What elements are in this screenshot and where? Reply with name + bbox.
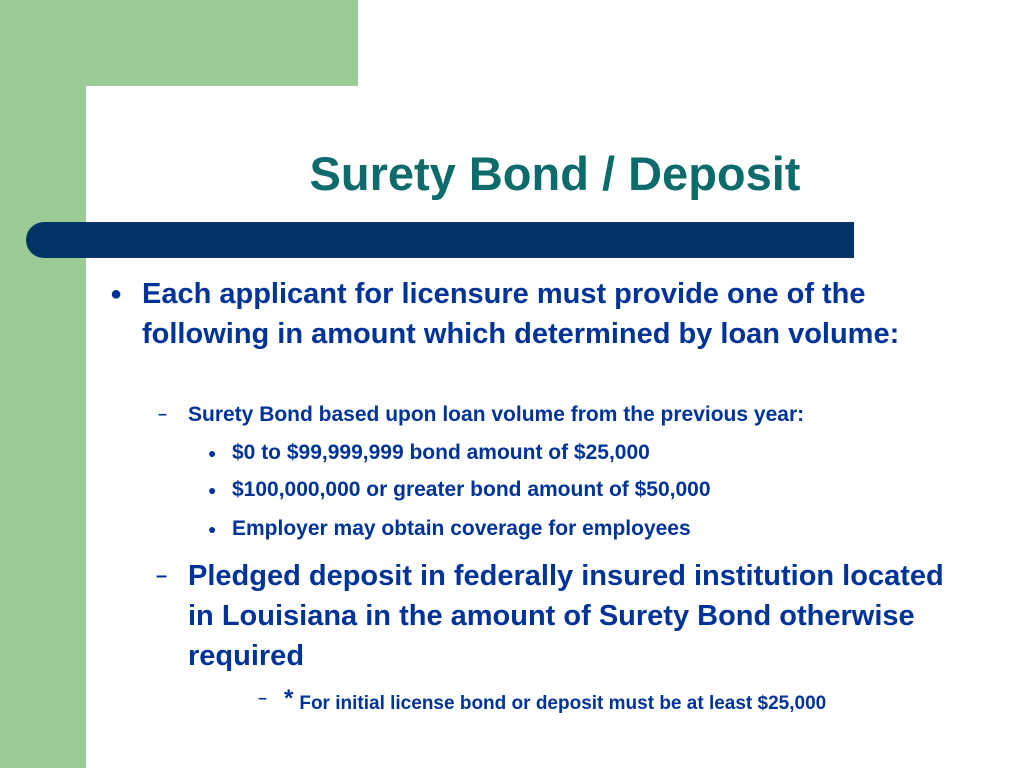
bullet-icon: ● — [208, 521, 217, 537]
dash-icon: – — [156, 565, 168, 587]
initial-license-note-text: For initial license bond or deposit must be at least $25,000 — [299, 693, 827, 714]
bullet-icon: ● — [110, 283, 123, 305]
bullet-icon: ● — [208, 482, 217, 498]
surety-point-2: $100,000,000 or greater bond amount of $50,000 — [232, 478, 711, 501]
dash-icon: – — [258, 690, 267, 707]
pledged-deposit-subpoint: Pledged deposit in federally insured institution located in Louisiana in the amount of Surety Bond otherwise required — [188, 560, 944, 672]
surety-point-1: $0 to $99,999,999 bond amount of $25,000 — [232, 441, 650, 464]
asterisk-mark: * — [284, 685, 294, 712]
main-bullet-text: Each applicant for licensure must provide one of the following in amount which determined by loan volume: — [142, 278, 900, 350]
surety-point-3: Employer may obtain coverage for employees — [232, 517, 691, 540]
initial-license-note — [284, 684, 984, 719]
surety-bond-subpoint: Surety Bond based upon loan volume from the previous year: — [188, 403, 805, 426]
slide-title: Surety Bond / Deposit — [309, 147, 801, 200]
dash-icon: – — [158, 406, 167, 423]
bullet-icon: ● — [208, 445, 217, 461]
